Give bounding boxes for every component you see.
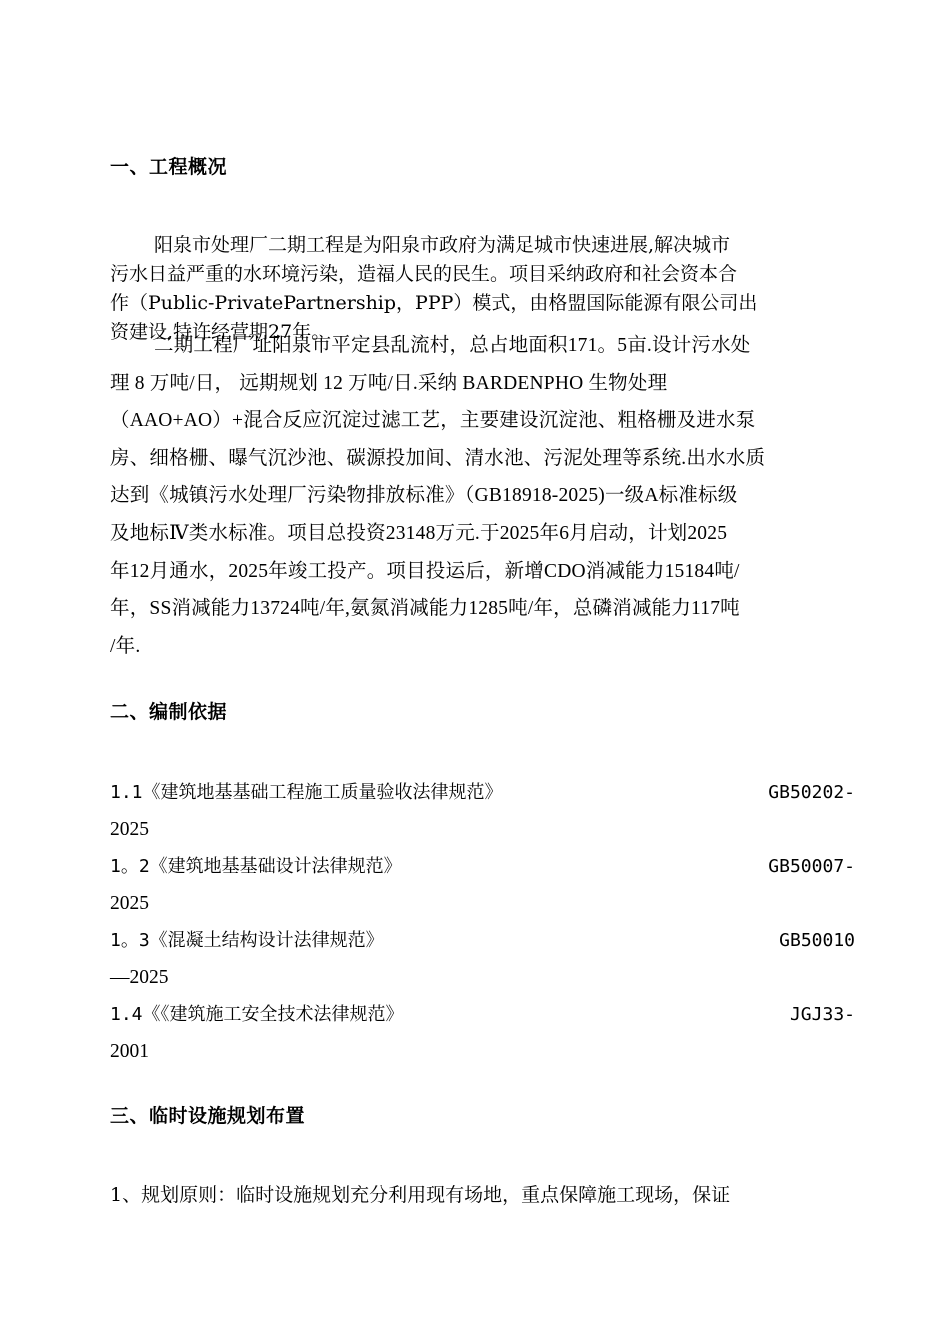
overview-paragraph-2 bbox=[110, 327, 855, 665]
paragraph-line: 房、细格栅、曝气沉沙池、碳源投加间、清水池、污泥处理等系统.出水水质 bbox=[110, 447, 766, 469]
reference-item bbox=[110, 848, 855, 885]
paragraph-line: 年，SS消减能力13724吨/年,氨氮消减能力1285吨/年，总磷消减能力117吨 bbox=[110, 598, 740, 620]
paragraph-line: /年. bbox=[110, 635, 141, 657]
reference-code: GB50202- bbox=[768, 782, 855, 803]
reference-code-continued: 2025 bbox=[110, 819, 149, 840]
reference-code: GB50010 bbox=[779, 930, 855, 951]
paragraph-line: 及地标Ⅳ类水标准。项目总投资23148万元.于2025年6月启动，计划2025 bbox=[110, 522, 728, 544]
reference-item bbox=[110, 996, 855, 1033]
reference-code-continued: 2001 bbox=[110, 1041, 149, 1062]
reference-code: JGJ33- bbox=[789, 1004, 855, 1025]
paragraph-line: 阳泉市处理厂二期工程是为阳泉市政府为满足城市快速进展,解决城市 bbox=[154, 234, 731, 256]
reference-list bbox=[110, 774, 855, 1070]
paragraph-line: 达到《城镇污水处理厂污染物排放标准》（GB18918-2025)一级A标准标级 bbox=[110, 485, 738, 507]
paragraph-line: 作（Public-PrivatePartnership，PPP）模式，由格盟国际能源有限公司出 bbox=[110, 292, 758, 314]
paragraph-line: 年12月通水，2025年竣工投产。项目投运后，新增CDO消减能力15184吨/ bbox=[110, 560, 740, 582]
reference-code-continued: —2025 bbox=[110, 967, 169, 988]
paragraph-line: 二期工程厂址阳泉市平定县乱流村，总占地面积171。5亩.设计污水处 bbox=[154, 335, 751, 356]
facilities-paragraph bbox=[110, 1181, 855, 1210]
section-heading-temporary-facilities: 三、临时设施规划布置 bbox=[110, 1105, 306, 1127]
paragraph-line: 资建设,特许经营期27年。 bbox=[110, 321, 331, 343]
paragraph-line: 理 8 万吨/日， 远期规划 12 万吨/日.采纳 BARDENPHO 生物处理 bbox=[110, 372, 668, 394]
reference-title: 1。2《建筑地基基础设计法律规范》 bbox=[110, 856, 402, 877]
reference-code-continued: 2025 bbox=[110, 893, 149, 914]
paragraph-line: 1、规划原则：临时设施规划充分利用现有场地，重点保障施工现场，保证 bbox=[110, 1184, 731, 1206]
reference-item bbox=[110, 774, 855, 811]
reference-title: 1。3《混凝土结构设计法律规范》 bbox=[110, 930, 384, 951]
reference-title: 1.4《《建筑施工安全技术法律规范》 bbox=[110, 1004, 404, 1025]
reference-item bbox=[110, 922, 855, 959]
section-heading-overview: 一、工程概况 bbox=[110, 156, 228, 178]
paragraph-line: 污水日益严重的水环境污染，造福人民的民生。项目采纳政府和社会资本合 bbox=[110, 263, 738, 285]
reference-code: GB50007- bbox=[768, 856, 855, 877]
reference-title: 1.1《建筑地基基础工程施工质量验收法律规范》 bbox=[110, 782, 503, 803]
section-heading-basis: 二、编制依据 bbox=[110, 701, 228, 723]
paragraph-line: （AAO+AO）+混合反应沉淀过滤工艺，主要建设沉淀池、粗格栅及进水泵 bbox=[110, 410, 756, 432]
